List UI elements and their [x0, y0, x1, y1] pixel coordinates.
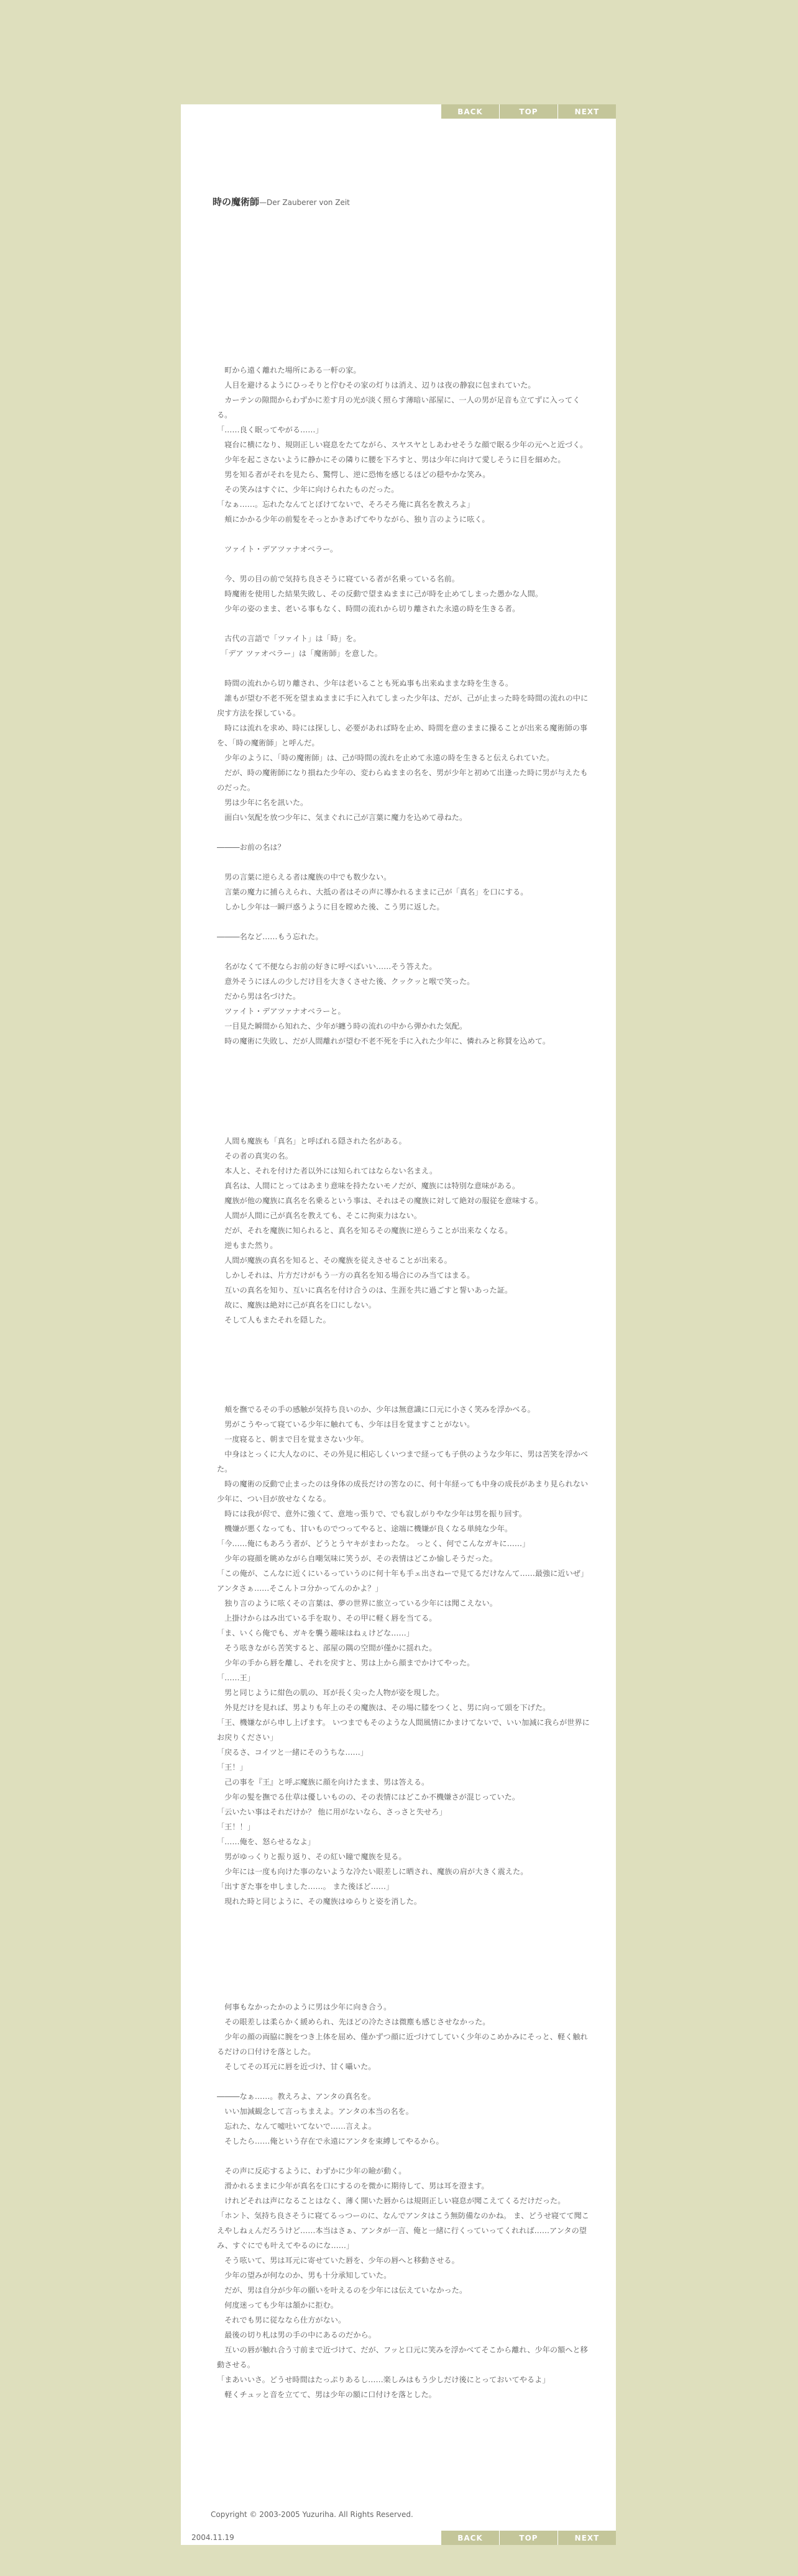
story-line: 本人と、それを付けた者以外には知られてはならない名まえ。	[217, 1167, 438, 1175]
story-line: 「……良く眠ってやがる……」	[217, 426, 323, 434]
story-line: 真名は、人間にとってはあまり意味を持たないモノだが、魔族には特別な意味がある。	[217, 1181, 520, 1190]
story-line: 「云いたい事はそれだけか？ 他に用がないなら、さっさと失せろ」	[217, 1808, 447, 1816]
story-line: 時間の流れから切り離され、少年は老いることも死ぬ事も出来ぬままな時を生きる。	[217, 679, 513, 688]
story-line: 「……王」	[217, 1673, 255, 1682]
page-content	[181, 104, 616, 2545]
bottom-navigation	[441, 2531, 616, 2545]
story-line: そして人もまたそれを隠した。	[217, 1316, 331, 1324]
story-line: 名がなくて不便ならお前の好きに呼べばいい……そう答えた。	[217, 962, 437, 971]
story-title	[213, 195, 350, 208]
story-line: 少年のように、「時の魔術師」は、己が時間の流れを止めて永遠の時を生きると伝えられていた。	[217, 753, 554, 762]
story-line: 少年の顔の両脇に腕をつき上体を屈め、僅かずつ顔に近づけてしていく少年のこめかみにそっと、軽く触れるだけの口付けを落とした。	[217, 2032, 588, 2056]
story-line: ―――名など……もう忘れた。	[217, 932, 323, 941]
title-subtitle: —Der Zauberer von Zeit	[259, 198, 350, 207]
story-line: 「ホント、気持ち良さそうに寝てるっつーのに、なんでアンタはこう無防備なのかね。 ま、どうせ寝てて聞こえやしねぇんだろうけど……本当はさぁ、アンタが一言、俺と一緒に行くっていってくれれば……アンタの望み、すぐにでも叶えてやるのにな……」	[217, 2211, 589, 2250]
story-line: 現れた時と同じように、その魔族はゆらりと姿を消した。	[217, 1897, 422, 1906]
story-line: 「まあいいさ。どうせ時間はたっぷりあるし……楽しみはもう少しだけ後にとっておいてやるよ」	[217, 2375, 550, 2384]
story-line: 時魔術を使用した結果失敗し、その反動で望まぬままに己が時を止めてしまった愚かな人間。	[217, 589, 543, 598]
story-line: 魔族が他の魔族に真名を名乗るという事は、それはその魔族に対して絶対の服従を意味する。	[217, 1196, 543, 1205]
story-line: 男の言葉に逆らえる者は魔族の中でも数少ない。	[217, 873, 392, 881]
story-line: そしたら……俺という存在で永遠にアンタを束縛してやるから。	[217, 2137, 444, 2146]
back-link[interactable]: BACK	[457, 107, 483, 116]
story-line: 時には我が侭で、意外に強くて、意地っ張りで、でも寂しがりやな少年は男を振り回す。	[217, 1509, 526, 1518]
story-line: 何度迷っても少年は頷かに拒む。	[217, 2301, 338, 2310]
story-line: 忘れた、なんて嘘吐いてないで……言えよ。	[217, 2122, 376, 2131]
story-line: 最後の切り札は男の手の中にあるのだから。	[217, 2331, 376, 2339]
story-line: 少年の髪を撫でる仕草は優しいものの、その表情にはどこか不機嫌さが混じっていた。	[217, 1793, 520, 1801]
story-line: けれどそれは声になることはなく、薄く開いた唇からは規則正しい寝息が聞こえてくるだけだった。	[217, 2196, 566, 2205]
story-line: その者の真実の名。	[217, 1152, 293, 1160]
story-line: 古代の言語で「ツァイト」は「時」を。	[217, 634, 361, 643]
story-line: 「出すぎた事を申しました……。 また後ほど……」	[217, 1882, 394, 1891]
story-line: ―――なぁ……。教えろよ、アンタの真名を。	[217, 2092, 375, 2101]
story-line: ―――お前の名は？	[217, 843, 285, 852]
story-line: 少年を起こさないように静かにその隣りに腰を下ろすと、男は少年に向けて愛しそうに目を細めた。	[217, 455, 566, 464]
story-line: 男と同じように紺色の肌の、耳が長く尖った人物が姿を現した。	[217, 1688, 444, 1697]
story-line: 寝台に横になり、規則正しい寝息をたてながら、スヤスヤとしあわせそうな顔で眠る少年の元へと近づく。	[217, 440, 588, 449]
story-line: 何事もなかったかのように男は少年に向き合う。	[217, 2003, 392, 2011]
story-line: 軽くチュッと音を立てて、男は少年の額に口付けを落とした。	[217, 2390, 436, 2399]
story-line: 少年の寝顔を眺めながら自嘲気味に笑うが、その表情はどこか愉しそうだった。	[217, 1554, 497, 1563]
story-line: だから男は名づけた。	[217, 992, 301, 1001]
story-line: 少年の姿のまま、老いる事もなく、時間の流れから切り離された永遠の時を生きる者。	[217, 604, 520, 613]
story-line	[217, 2074, 590, 2089]
story-line: 男は少年に名を訊いた。	[217, 798, 308, 807]
story-line: 男を知る者がそれを見たら、驚愕し、逆に恐怖を感じるほどの穏やかな笑み。	[217, 470, 490, 479]
top-navigation	[441, 104, 616, 119]
story-line: 一度寝ると、朝まで目を覚まさない少年。	[217, 1435, 369, 1444]
story-line: 言葉の魔力に捕らえられ、大抵の者はその声に導かれるままに己が「真名」を口にする。	[217, 888, 528, 896]
story-line	[217, 616, 590, 631]
story-line: 「戻るさ、コイツと一緒にそのうちな……」	[217, 1748, 368, 1757]
story-line: 逆もまた然り。	[217, 1241, 278, 1250]
story-line: 男がゆっくりと振り返り、その紅い瞳で魔族を見る。	[217, 1852, 406, 1861]
story-line: 故に、魔族は絶対に己が真名を口にしない。	[217, 1301, 376, 1309]
story-line: しかしそれは、片方だけがもう一方の真名を知る場合にのみ当てはまる。	[217, 1271, 475, 1280]
story-line: カーテンの隙間からわずかに差す月の光が淡く照らす薄暗い部屋に、一人の男が足音も立てずに入ってくる。	[217, 396, 580, 419]
story-line: 上掛けからはみ出ている手を取り、その甲に軽く唇を当てる。	[217, 1614, 437, 1623]
story-line: 時の魔術に失敗し、だが人間離れが望む不老不死を手に入れた少年に、憐れみと称賛を込めて。	[217, 1037, 551, 1045]
story-line: そう呟いて、男は耳元に寄せていた唇を、少年の唇へと移動させる。	[217, 2256, 459, 2265]
story-line: ツァイト・デアツァナオベラーと。	[217, 1007, 346, 1016]
story-line: だが、時の魔術師になり損ねた少年の、変わらぬままの名を、男が少年と初めて出逢った時に男が与えたものだった。	[217, 768, 588, 792]
story-line: 少年の手から唇を離し、それを戻すと、男は上から顔までかけてやった。	[217, 1659, 475, 1667]
story-line	[217, 661, 590, 676]
story-line: そしてその耳元に唇を近づけ、甘く囁いた。	[217, 2062, 376, 2071]
story-line: 人目を避けるようにひっそりと佇むその家の灯りは消え、辺りは夜の静寂に包まれていた。	[217, 381, 536, 389]
story-line: 「今……俺にもあろう者が、どうとうヤキがまわったな。 っとく、何でこんなガキに……」	[217, 1539, 530, 1548]
back-link[interactable]: BACK	[457, 2533, 483, 2542]
story-line: 少年の望みが何なのか、男も十分承知していた。	[217, 2271, 392, 2280]
top-link[interactable]: TOP	[499, 104, 557, 119]
story-line: 「王！！」	[217, 1823, 255, 1831]
story-line: 頬を撫でるその手の感触が気持ち良いのか、少年は無意識に口元に小さく笑みを浮かべる。	[217, 1405, 535, 1414]
story-line: 「この俺が、こんなに近くにいるっていうのに何十年も手ェ出さねーで見てるだけなんて……最強に近いぜ」	[217, 1569, 589, 1578]
next-link[interactable]: NEXT	[557, 2531, 616, 2545]
story-line: 互いの唇が触れ合う寸前まで近づけて、だが、フッと口元に笑みを浮かべてそこから離れ、少年の額へと移動させる。	[217, 2346, 588, 2369]
story-line: 中身はとっくに大人なのに、その外見に相応しくいつまで経っても子供のような少年に、男は苦笑を浮かべた。	[217, 1450, 588, 1473]
story-line	[217, 855, 590, 870]
story-line: その声に反応するように、わずかに少年の瞼が動く。	[217, 2167, 406, 2175]
story-line: 「デア ツァオベラー」は「魔術師」を意した。	[217, 649, 382, 658]
story-line: 独り言のように呟くその言葉は、夢の世界に旅立っている少年には聞こえない。	[217, 1599, 497, 1608]
copyright-notice: Copyright © 2003-2005 Yuzuriha. All Rights Reserved.	[211, 2510, 413, 2519]
story-line: 人間も魔族も「真名」と呼ばれる隠された名がある。	[217, 1137, 406, 1145]
story-line: 滑かれるままに少年が真名を口にするのを微かに期待して、男は耳を澄ます。	[217, 2182, 489, 2190]
story-line: 誰もが望む不老不死を望まぬままに手に入れてしまった少年は、だが、己が止まった時を時間の流れの中に戻す方法を探している。	[217, 694, 589, 717]
story-line: 時には流れを求め、時には探しし、必要があれば時を止め、時間を意のままに操ることが出来る魔術師の事を、「時の魔術師」と呼んだ。	[217, 724, 588, 747]
story-line: 「王！」	[217, 1763, 247, 1772]
story-line: しかし少年は一瞬戸惑うように目を瞠めた後、こう男に返した。	[217, 903, 444, 911]
story-line: その笑みはすぐに、少年に向けられたものだった。	[217, 485, 399, 494]
post-date: 2004.11.19	[191, 2533, 234, 2542]
story-line	[217, 557, 590, 571]
story-line	[217, 2149, 590, 2164]
story-line: 己の事を『王』と呼ぶ魔族に顔を向けたまま、男は答える。	[217, 1778, 429, 1786]
story-line: それでも男に従ななら仕方がない。	[217, 2316, 346, 2324]
story-line: その眼差しは柔らかく緩められ、先ほどの冷たさは微塵も感じさせなかった。	[217, 2018, 490, 2026]
top-link[interactable]: TOP	[499, 2531, 557, 2545]
story-line	[217, 527, 590, 542]
story-line: だが、男は自分が少年の願いを叶えるのを少年には伝えていなかった。	[217, 2286, 467, 2295]
story-line: そう呟きながら苦笑すると、部屋の隅の空間が僅かに揺れた。	[217, 1644, 437, 1652]
story-line: 人間が魔族の真名を知ると、その魔族を従えさせることが出来る。	[217, 1256, 452, 1265]
story-section-3	[217, 1402, 590, 1909]
story-line	[217, 944, 590, 959]
story-line: 面白い気配を放つ少年に、気まぐれに己が言葉に魔力を込めて尋ねた。	[217, 813, 467, 822]
story-line: いい加減観念して言っちまえよ。アンタの本当の名を。	[217, 2107, 413, 2116]
story-line: だが、それを魔族に知られると、真名を知るその魔族に逆らうことが出来なくなる。	[217, 1226, 513, 1235]
next-link[interactable]: NEXT	[557, 104, 616, 119]
story-section-1	[217, 363, 590, 1049]
story-line: 機嫌が悪くなっても、甘いものでつってやると、途端に機嫌が良くなる単純な少年。	[217, 1524, 513, 1533]
story-line: 外見だけを見れば、男よりも年上のその魔族は、その場に膝をつくと、男に向って頭を下げた。	[217, 1703, 551, 1712]
story-line	[217, 914, 590, 929]
story-line: ツァイト・デアツァナオベラー。	[217, 545, 338, 553]
story-line: 互いの真名を知り、互いに真名を付け合うのは、生涯を共に過ごすと誓いあった証。	[217, 1286, 513, 1295]
story-section-2	[217, 1134, 590, 1327]
story-line: 「ま、いくら俺でも、ガキを襲う趣味はねぇけどな……」	[217, 1629, 414, 1637]
story-line: 一目見た瞬間から知れた、少年が纏う時の流れの中から弾かれた気配。	[217, 1022, 467, 1031]
title-japanese: 時の魔術師	[213, 196, 260, 207]
story-line: 「なぁ……。忘れたなんてとぼけてないで、そろそろ俺に真名を教えろよ」	[217, 500, 475, 509]
story-line: 頬にかかる少年の前髪をそっとかきあげてやりながら、独り言のように呟く。	[217, 515, 490, 524]
story-line: 人間が人間に己が真名を教えても、そこに拘束力はない。	[217, 1211, 422, 1220]
story-line: 意外そうにほんの少しだけ目を大きくさせた後、クックッと喉で笑った。	[217, 977, 475, 986]
story-line: 「王、機嫌ながら申し上げます。 いつまでもそのような人間風情にかまけてないで、いい加減に我らが世界にお戻りください」	[217, 1718, 590, 1742]
story-line: 町から遠く離れた場所にある一軒の家。	[217, 366, 361, 375]
story-line: 男がこうやって寝ている少年に触れても、少年は目を覚ますことがない。	[217, 1420, 475, 1429]
story-line: 時の魔術の反動で止まったのは身体の成長だけの筈なのに、何十年経っても中身の成長があまり見られない少年に、つい目が放せなくなる。	[217, 1480, 589, 1503]
story-line: 「……俺を、怒らせるなよ」	[217, 1837, 316, 1846]
story-line	[217, 825, 590, 840]
story-line: アンタさぁ……そこんトコ分かってんのかよ？」	[217, 1584, 383, 1593]
story-line: 少年には一度も向けた事のないような冷たい眼差しに晒され、魔族の肩が大きく震えた。	[217, 1867, 528, 1876]
story-line: 今、男の目の前で気持ち良さそうに寝ている者が名乗っている名前。	[217, 575, 459, 583]
story-section-4	[217, 2000, 590, 2402]
